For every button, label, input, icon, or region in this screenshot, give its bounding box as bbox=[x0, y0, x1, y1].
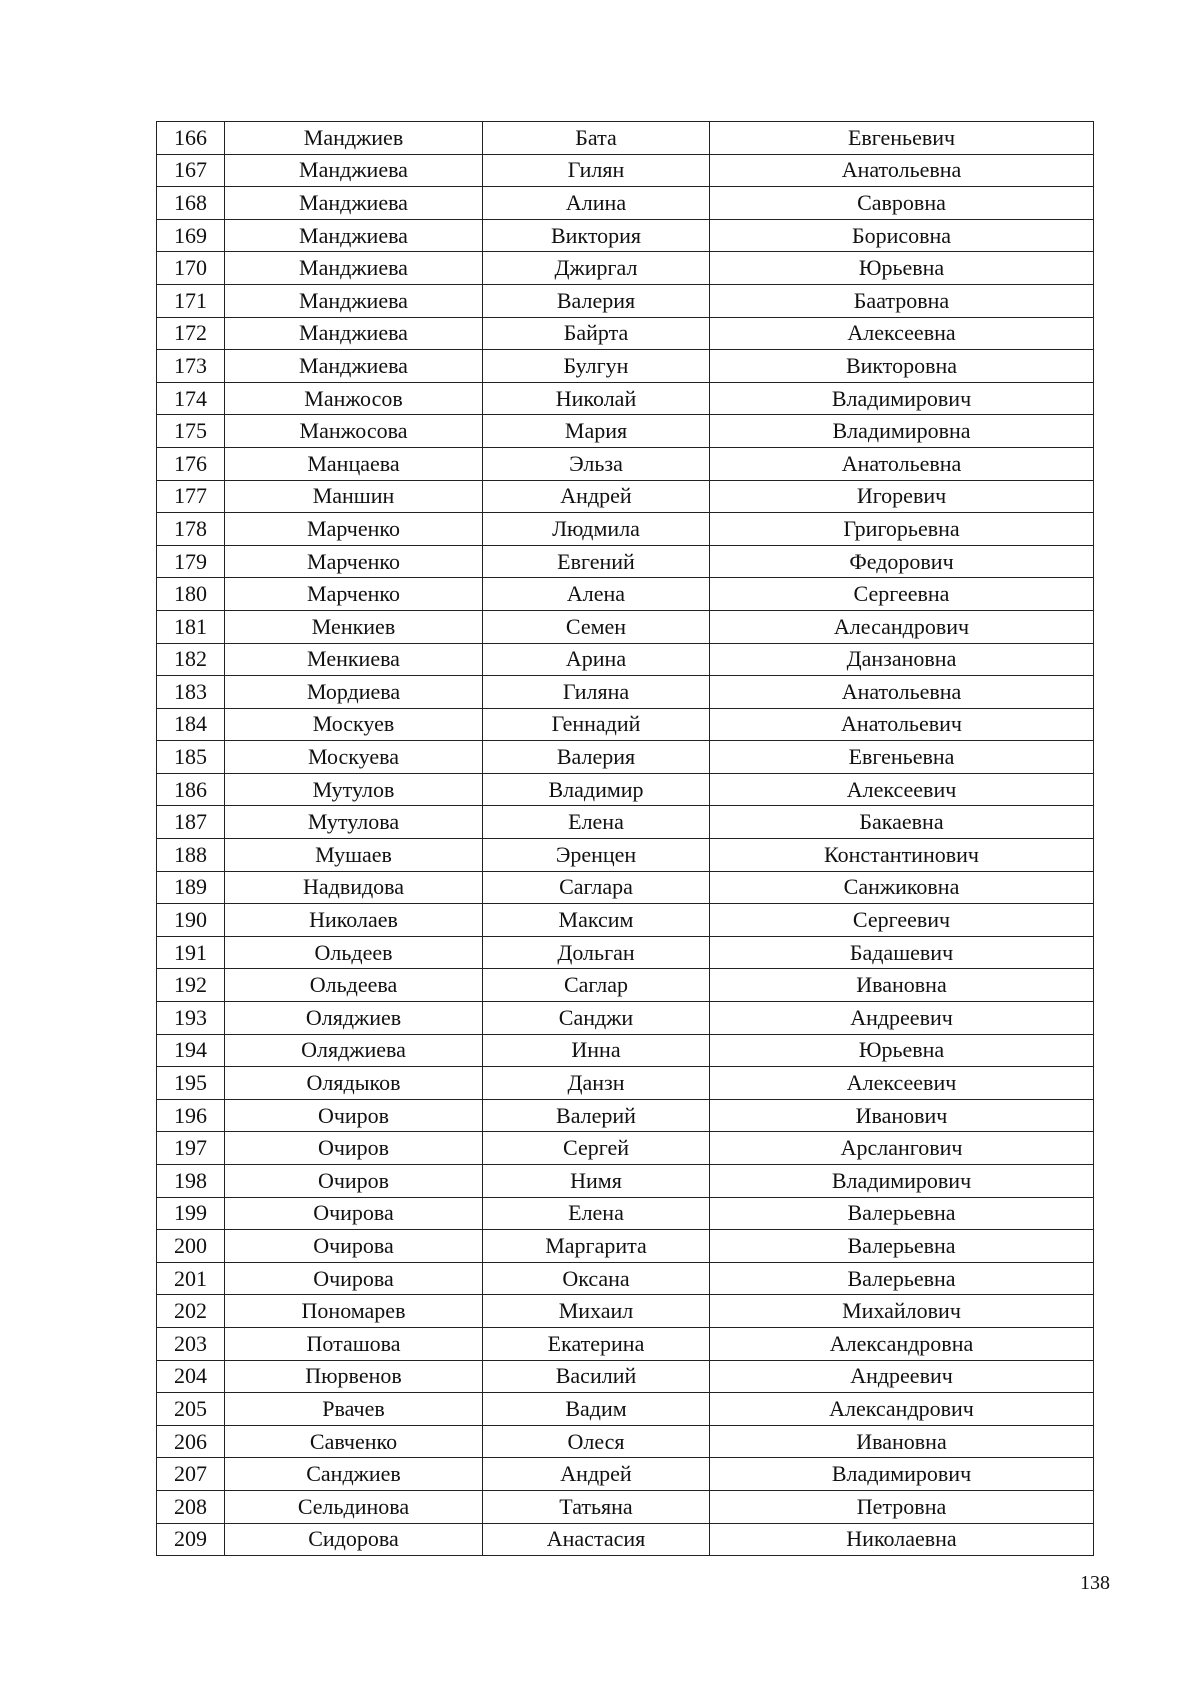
row-number-cell: 186 bbox=[157, 773, 225, 806]
row-number-cell: 188 bbox=[157, 839, 225, 872]
patronymic-cell: Алексеевна bbox=[710, 317, 1094, 350]
row-number-cell: 176 bbox=[157, 447, 225, 480]
row-number-cell: 174 bbox=[157, 382, 225, 415]
surname-cell: Ольдеева bbox=[225, 969, 483, 1002]
patronymic-cell: Анатольевна bbox=[710, 154, 1094, 187]
patronymic-cell: Анатольевна bbox=[710, 676, 1094, 709]
surname-cell: Москуев bbox=[225, 708, 483, 741]
table-row bbox=[157, 643, 1094, 676]
surname-cell: Очиров bbox=[225, 1099, 483, 1132]
first-name-cell: Алена bbox=[483, 578, 710, 611]
patronymic-cell: Анатольевна bbox=[710, 447, 1094, 480]
first-name-cell: Геннадий bbox=[483, 708, 710, 741]
names-table bbox=[156, 121, 1094, 1556]
table-row bbox=[157, 1393, 1094, 1426]
table-row bbox=[157, 350, 1094, 383]
first-name-cell: Данзн bbox=[483, 1067, 710, 1100]
first-name-cell: Екатерина bbox=[483, 1327, 710, 1360]
row-number-cell: 197 bbox=[157, 1132, 225, 1165]
patronymic-cell: Александрович bbox=[710, 1393, 1094, 1426]
patronymic-cell: Федорович bbox=[710, 545, 1094, 578]
table-row bbox=[157, 219, 1094, 252]
row-number-cell: 182 bbox=[157, 643, 225, 676]
first-name-cell: Семен bbox=[483, 610, 710, 643]
row-number-cell: 178 bbox=[157, 513, 225, 546]
first-name-cell: Сергей bbox=[483, 1132, 710, 1165]
surname-cell: Пюрвенов bbox=[225, 1360, 483, 1393]
table-row bbox=[157, 415, 1094, 448]
row-number-cell: 195 bbox=[157, 1067, 225, 1100]
patronymic-cell: Сергеевич bbox=[710, 904, 1094, 937]
table-row bbox=[157, 708, 1094, 741]
first-name-cell: Андрей bbox=[483, 480, 710, 513]
table-row bbox=[157, 1490, 1094, 1523]
row-number-cell: 198 bbox=[157, 1165, 225, 1198]
table-row bbox=[157, 1132, 1094, 1165]
first-name-cell: Булгун bbox=[483, 350, 710, 383]
first-name-cell: Джиргал bbox=[483, 252, 710, 285]
row-number-cell: 189 bbox=[157, 871, 225, 904]
surname-cell: Очиров bbox=[225, 1132, 483, 1165]
surname-cell: Николаев bbox=[225, 904, 483, 937]
first-name-cell: Евгений bbox=[483, 545, 710, 578]
surname-cell: Рвачев bbox=[225, 1393, 483, 1426]
row-number-cell: 201 bbox=[157, 1262, 225, 1295]
table-row bbox=[157, 1458, 1094, 1491]
patronymic-cell: Михайлович bbox=[710, 1295, 1094, 1328]
surname-cell: Манджиева bbox=[225, 252, 483, 285]
patronymic-cell: Александровна bbox=[710, 1327, 1094, 1360]
patronymic-cell: Владимирович bbox=[710, 1165, 1094, 1198]
table-row bbox=[157, 252, 1094, 285]
surname-cell: Москуева bbox=[225, 741, 483, 774]
row-number-cell: 166 bbox=[157, 122, 225, 155]
surname-cell: Очирова bbox=[225, 1230, 483, 1263]
patronymic-cell: Викторовна bbox=[710, 350, 1094, 383]
row-number-cell: 184 bbox=[157, 708, 225, 741]
row-number-cell: 181 bbox=[157, 610, 225, 643]
surname-cell: Манджиева bbox=[225, 284, 483, 317]
patronymic-cell: Арслангович bbox=[710, 1132, 1094, 1165]
table-row bbox=[157, 839, 1094, 872]
patronymic-cell: Владимирович bbox=[710, 382, 1094, 415]
patronymic-cell: Владимирович bbox=[710, 1458, 1094, 1491]
table-row bbox=[157, 284, 1094, 317]
row-number-cell: 173 bbox=[157, 350, 225, 383]
patronymic-cell: Алексеевич bbox=[710, 773, 1094, 806]
surname-cell: Манджиева bbox=[225, 350, 483, 383]
patronymic-cell: Санжиковна bbox=[710, 871, 1094, 904]
table-row bbox=[157, 1099, 1094, 1132]
surname-cell: Пономарев bbox=[225, 1295, 483, 1328]
patronymic-cell: Сергеевна bbox=[710, 578, 1094, 611]
patronymic-cell: Иванович bbox=[710, 1099, 1094, 1132]
table-row bbox=[157, 154, 1094, 187]
table-row bbox=[157, 545, 1094, 578]
patronymic-cell: Валерьевна bbox=[710, 1230, 1094, 1263]
row-number-cell: 207 bbox=[157, 1458, 225, 1491]
first-name-cell: Виктория bbox=[483, 219, 710, 252]
surname-cell: Сельдинова bbox=[225, 1490, 483, 1523]
first-name-cell: Инна bbox=[483, 1034, 710, 1067]
surname-cell: Савченко bbox=[225, 1425, 483, 1458]
row-number-cell: 193 bbox=[157, 1002, 225, 1035]
row-number-cell: 206 bbox=[157, 1425, 225, 1458]
table-row bbox=[157, 1425, 1094, 1458]
first-name-cell: Владимир bbox=[483, 773, 710, 806]
surname-cell: Манджиева bbox=[225, 154, 483, 187]
surname-cell: Менкиев bbox=[225, 610, 483, 643]
row-number-cell: 185 bbox=[157, 741, 225, 774]
first-name-cell: Елена bbox=[483, 806, 710, 839]
row-number-cell: 196 bbox=[157, 1099, 225, 1132]
table-row bbox=[157, 1295, 1094, 1328]
row-number-cell: 177 bbox=[157, 480, 225, 513]
row-number-cell: 170 bbox=[157, 252, 225, 285]
surname-cell: Мордиева bbox=[225, 676, 483, 709]
table-row bbox=[157, 1197, 1094, 1230]
surname-cell: Манджиева bbox=[225, 187, 483, 220]
patronymic-cell: Данзановна bbox=[710, 643, 1094, 676]
table-row bbox=[157, 1327, 1094, 1360]
first-name-cell: Саглар bbox=[483, 969, 710, 1002]
first-name-cell: Валерия bbox=[483, 741, 710, 774]
patronymic-cell: Андреевич bbox=[710, 1002, 1094, 1035]
surname-cell: Санджиев bbox=[225, 1458, 483, 1491]
names-table-body bbox=[157, 122, 1094, 1556]
table-row bbox=[157, 969, 1094, 1002]
first-name-cell: Дольган bbox=[483, 936, 710, 969]
first-name-cell: Максим bbox=[483, 904, 710, 937]
row-number-cell: 192 bbox=[157, 969, 225, 1002]
table-row bbox=[157, 1262, 1094, 1295]
table-row bbox=[157, 122, 1094, 155]
surname-cell: Манджиева bbox=[225, 317, 483, 350]
patronymic-cell: Бакаевна bbox=[710, 806, 1094, 839]
table-row bbox=[157, 1230, 1094, 1263]
row-number-cell: 171 bbox=[157, 284, 225, 317]
table-row bbox=[157, 187, 1094, 220]
row-number-cell: 209 bbox=[157, 1523, 225, 1556]
first-name-cell: Эльза bbox=[483, 447, 710, 480]
surname-cell: Ольдеев bbox=[225, 936, 483, 969]
first-name-cell: Байрта bbox=[483, 317, 710, 350]
surname-cell: Сидорова bbox=[225, 1523, 483, 1556]
row-number-cell: 191 bbox=[157, 936, 225, 969]
row-number-cell: 167 bbox=[157, 154, 225, 187]
row-number-cell: 202 bbox=[157, 1295, 225, 1328]
patronymic-cell: Алесандрович bbox=[710, 610, 1094, 643]
row-number-cell: 208 bbox=[157, 1490, 225, 1523]
surname-cell: Марченко bbox=[225, 513, 483, 546]
patronymic-cell: Савровна bbox=[710, 187, 1094, 220]
first-name-cell: Елена bbox=[483, 1197, 710, 1230]
table-row bbox=[157, 1360, 1094, 1393]
row-number-cell: 172 bbox=[157, 317, 225, 350]
page-number: 138 bbox=[1080, 1572, 1110, 1594]
row-number-cell: 175 bbox=[157, 415, 225, 448]
first-name-cell: Саглара bbox=[483, 871, 710, 904]
table-row bbox=[157, 1067, 1094, 1100]
patronymic-cell: Ивановна bbox=[710, 1425, 1094, 1458]
surname-cell: Надвидова bbox=[225, 871, 483, 904]
patronymic-cell: Григорьевна bbox=[710, 513, 1094, 546]
table-row bbox=[157, 904, 1094, 937]
surname-cell: Манжосова bbox=[225, 415, 483, 448]
row-number-cell: 199 bbox=[157, 1197, 225, 1230]
first-name-cell: Вадим bbox=[483, 1393, 710, 1426]
patronymic-cell: Ивановна bbox=[710, 969, 1094, 1002]
surname-cell: Манджиев bbox=[225, 122, 483, 155]
surname-cell: Поташова bbox=[225, 1327, 483, 1360]
surname-cell: Олядыков bbox=[225, 1067, 483, 1100]
surname-cell: Мушаев bbox=[225, 839, 483, 872]
first-name-cell: Оксана bbox=[483, 1262, 710, 1295]
patronymic-cell: Евгеньевич bbox=[710, 122, 1094, 155]
row-number-cell: 168 bbox=[157, 187, 225, 220]
row-number-cell: 194 bbox=[157, 1034, 225, 1067]
row-number-cell: 187 bbox=[157, 806, 225, 839]
table-row bbox=[157, 1523, 1094, 1556]
first-name-cell: Олеся bbox=[483, 1425, 710, 1458]
patronymic-cell: Николаевна bbox=[710, 1523, 1094, 1556]
row-number-cell: 200 bbox=[157, 1230, 225, 1263]
first-name-cell: Алина bbox=[483, 187, 710, 220]
surname-cell: Марченко bbox=[225, 545, 483, 578]
surname-cell: Маншин bbox=[225, 480, 483, 513]
first-name-cell: Николай bbox=[483, 382, 710, 415]
row-number-cell: 179 bbox=[157, 545, 225, 578]
table-row bbox=[157, 513, 1094, 546]
first-name-cell: Валерия bbox=[483, 284, 710, 317]
table-row bbox=[157, 1034, 1094, 1067]
first-name-cell: Мария bbox=[483, 415, 710, 448]
table-row bbox=[157, 1165, 1094, 1198]
table-row bbox=[157, 806, 1094, 839]
first-name-cell: Василий bbox=[483, 1360, 710, 1393]
table-row bbox=[157, 578, 1094, 611]
row-number-cell: 205 bbox=[157, 1393, 225, 1426]
table-row bbox=[157, 610, 1094, 643]
patronymic-cell: Валерьевна bbox=[710, 1197, 1094, 1230]
patronymic-cell: Борисовна bbox=[710, 219, 1094, 252]
first-name-cell: Арина bbox=[483, 643, 710, 676]
table-row bbox=[157, 773, 1094, 806]
surname-cell: Очирова bbox=[225, 1197, 483, 1230]
row-number-cell: 183 bbox=[157, 676, 225, 709]
first-name-cell: Андрей bbox=[483, 1458, 710, 1491]
surname-cell: Марченко bbox=[225, 578, 483, 611]
first-name-cell: Валерий bbox=[483, 1099, 710, 1132]
patronymic-cell: Андреевич bbox=[710, 1360, 1094, 1393]
surname-cell: Оляджиев bbox=[225, 1002, 483, 1035]
first-name-cell: Нимя bbox=[483, 1165, 710, 1198]
patronymic-cell: Юрьевна bbox=[710, 252, 1094, 285]
row-number-cell: 204 bbox=[157, 1360, 225, 1393]
first-name-cell: Маргарита bbox=[483, 1230, 710, 1263]
patronymic-cell: Евгеньевна bbox=[710, 741, 1094, 774]
surname-cell: Манжосов bbox=[225, 382, 483, 415]
table-row bbox=[157, 936, 1094, 969]
table-row bbox=[157, 676, 1094, 709]
row-number-cell: 169 bbox=[157, 219, 225, 252]
surname-cell: Оляджиева bbox=[225, 1034, 483, 1067]
table-row bbox=[157, 871, 1094, 904]
table-row bbox=[157, 382, 1094, 415]
first-name-cell: Людмила bbox=[483, 513, 710, 546]
first-name-cell: Михаил bbox=[483, 1295, 710, 1328]
patronymic-cell: Баатровна bbox=[710, 284, 1094, 317]
first-name-cell: Татьяна bbox=[483, 1490, 710, 1523]
table-row bbox=[157, 317, 1094, 350]
first-name-cell: Анастасия bbox=[483, 1523, 710, 1556]
surname-cell: Менкиева bbox=[225, 643, 483, 676]
first-name-cell: Гилян bbox=[483, 154, 710, 187]
patronymic-cell: Петровна bbox=[710, 1490, 1094, 1523]
patronymic-cell: Константинович bbox=[710, 839, 1094, 872]
table-row bbox=[157, 741, 1094, 774]
patronymic-cell: Бадашевич bbox=[710, 936, 1094, 969]
patronymic-cell: Валерьевна bbox=[710, 1262, 1094, 1295]
row-number-cell: 190 bbox=[157, 904, 225, 937]
first-name-cell: Гиляна bbox=[483, 676, 710, 709]
first-name-cell: Санджи bbox=[483, 1002, 710, 1035]
row-number-cell: 180 bbox=[157, 578, 225, 611]
patronymic-cell: Алексеевич bbox=[710, 1067, 1094, 1100]
patronymic-cell: Игоревич bbox=[710, 480, 1094, 513]
first-name-cell: Бата bbox=[483, 122, 710, 155]
surname-cell: Очиров bbox=[225, 1165, 483, 1198]
surname-cell: Мутулов bbox=[225, 773, 483, 806]
surname-cell: Манджиева bbox=[225, 219, 483, 252]
table-row bbox=[157, 480, 1094, 513]
surname-cell: Мутулова bbox=[225, 806, 483, 839]
patronymic-cell: Анатольевич bbox=[710, 708, 1094, 741]
surname-cell: Манцаева bbox=[225, 447, 483, 480]
first-name-cell: Эренцен bbox=[483, 839, 710, 872]
row-number-cell: 203 bbox=[157, 1327, 225, 1360]
table-row bbox=[157, 447, 1094, 480]
surname-cell: Очирова bbox=[225, 1262, 483, 1295]
patronymic-cell: Владимировна bbox=[710, 415, 1094, 448]
patronymic-cell: Юрьевна bbox=[710, 1034, 1094, 1067]
table-row bbox=[157, 1002, 1094, 1035]
